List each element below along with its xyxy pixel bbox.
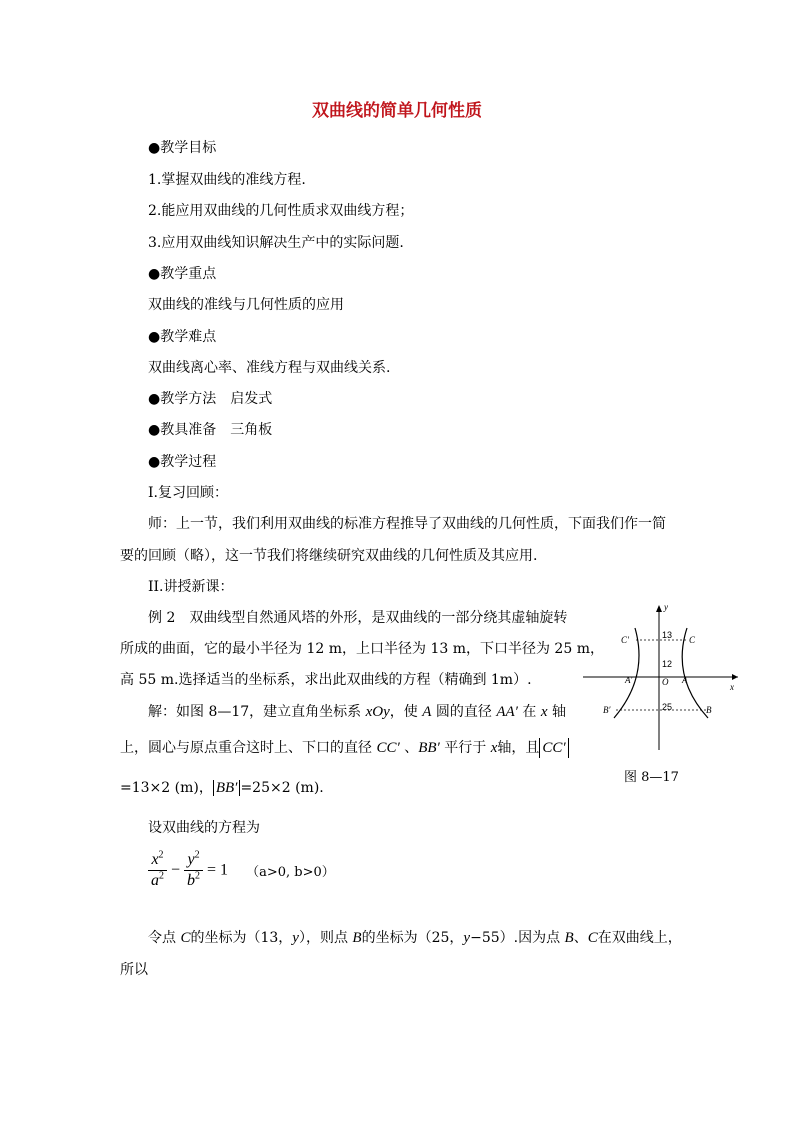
exponent: 2	[158, 849, 164, 861]
example-line-2: 所成的曲面，它的最小半径为 12 m，上口半径为 13 m，下口半径为 25 m，	[120, 641, 604, 657]
solution-text: −55）.因为点	[470, 930, 565, 946]
abs-value	[539, 738, 568, 758]
math-var: y	[463, 930, 471, 946]
solution-text: 圆的直径	[431, 704, 497, 720]
solution-text: 上，圆心与原点重合这时上、下口的直径	[120, 740, 377, 756]
solution-line-1	[148, 702, 566, 722]
math-var: C	[587, 930, 598, 946]
abs-value	[213, 780, 241, 796]
math-var: AA′	[496, 704, 518, 720]
solution-text: 的坐标为（13，	[190, 930, 293, 946]
math-var: A	[422, 704, 432, 720]
exponent: 2	[195, 870, 201, 882]
math-var: y	[292, 930, 299, 946]
exponent: 2	[194, 849, 200, 861]
objective-1: 1.掌握双曲线的准线方程.	[148, 172, 306, 188]
objectives-heading: ●教学目标	[148, 140, 217, 156]
label-A-right: A	[682, 675, 688, 685]
math-var: x	[151, 851, 159, 868]
difficulty-text: 双曲线离心率、准线方程与双曲线关系.	[148, 360, 391, 376]
fraction-x	[148, 850, 167, 891]
so-text: 所以	[120, 962, 148, 978]
hyperbola-equation	[148, 850, 335, 891]
solution-text: 、	[573, 930, 588, 946]
math-var: y	[187, 851, 195, 868]
page-title: 双曲线的简单几何性质	[312, 101, 482, 121]
teaching-method: ●教学方法 启发式	[148, 391, 273, 407]
y-label: y	[664, 602, 668, 612]
solution-text: 轴，且	[497, 740, 540, 756]
label-C-right: C	[689, 635, 696, 645]
math-var: xOy	[365, 704, 390, 720]
equals-one: = 1	[207, 861, 229, 879]
set-equation-text: 设双曲线的方程为	[148, 820, 260, 836]
example-line-1: 例 2 双曲线型自然通风塔的外形，是双曲线的一部分绕其虚轴旋转	[148, 610, 568, 626]
label-B-left: B′	[603, 705, 611, 715]
review-line-1: 师：上一节，我们利用双曲线的标准方程推导了双曲线的几何性质，下面我们作一简	[148, 516, 666, 532]
math-var: b	[187, 872, 196, 889]
math-var: CC′	[542, 740, 566, 756]
y-axis-arrow-icon	[656, 605, 662, 612]
let-point-line	[148, 928, 682, 948]
solution-text: 在双曲线上，	[597, 930, 682, 946]
math-var: BB′	[418, 740, 440, 756]
math-var: x	[540, 704, 548, 720]
value-12: 12	[662, 659, 673, 669]
math-var: C	[180, 930, 191, 946]
minus-sign: −	[171, 861, 181, 879]
label-C-left: C′	[621, 635, 629, 645]
solution-text: 令点	[148, 930, 181, 946]
math-var: B	[352, 930, 362, 946]
x-label: x	[730, 682, 734, 692]
solution-text: 解：如图 8—17，建立直角坐标系	[148, 704, 366, 720]
label-B-right: B	[706, 705, 712, 715]
focus-heading: ●教学重点	[148, 266, 217, 282]
fraction-y	[184, 850, 203, 891]
review-line-2: 要的回顾（略），这一节我们将继续研究双曲线的几何性质及其应用.	[120, 548, 538, 564]
hyperbola-figure	[578, 600, 748, 760]
solution-text: 平行于	[439, 740, 491, 756]
new-lesson-heading: II.讲授新课：	[148, 579, 234, 595]
math-var: x	[490, 740, 498, 756]
label-A-left: A′	[625, 675, 633, 685]
math-var: BB′	[215, 780, 238, 796]
exponent: 2	[159, 870, 164, 882]
review-heading: I.复习回顾：	[148, 485, 228, 501]
objective-2: 2.能应用双曲线的几何性质求双曲线方程；	[148, 203, 414, 219]
value-13: 13	[662, 630, 673, 640]
math-var: CC′	[376, 740, 400, 756]
value-25: 25	[662, 702, 673, 712]
solution-text: =13×2 (m)，	[120, 780, 213, 796]
solution-line-3	[120, 778, 324, 798]
right-branch	[682, 628, 708, 718]
x-axis-arrow-icon	[732, 674, 738, 680]
teaching-tools: ●教具准备 三角板	[148, 422, 273, 438]
math-var: a	[151, 872, 159, 889]
condition: （a>0, b>0）	[246, 865, 335, 880]
objective-3: 3.应用双曲线知识解决生产中的实际问题.	[148, 235, 404, 251]
example-line-3: 高 55 m.选择适当的坐标系，求出此双曲线的方程（精确到 1m）.	[120, 672, 532, 688]
origin-label: O	[662, 677, 669, 687]
solution-text: ，使	[389, 704, 423, 720]
solution-text: 在	[517, 704, 541, 720]
solution-text: 的坐标为（25，	[361, 930, 464, 946]
solution-line-2	[120, 738, 569, 758]
process-heading: ●教学过程	[148, 454, 217, 470]
solution-text: 轴	[547, 704, 566, 720]
solution-text: 、	[399, 740, 419, 756]
math-var: B	[564, 930, 574, 946]
focus-text: 双曲线的准线与几何性质的应用	[148, 297, 344, 313]
figure-caption: 图 8—17	[624, 770, 679, 785]
solution-text: ），则点	[298, 930, 353, 946]
difficulty-heading: ●教学难点	[148, 329, 217, 345]
solution-text: =25×2 (m).	[240, 780, 324, 796]
